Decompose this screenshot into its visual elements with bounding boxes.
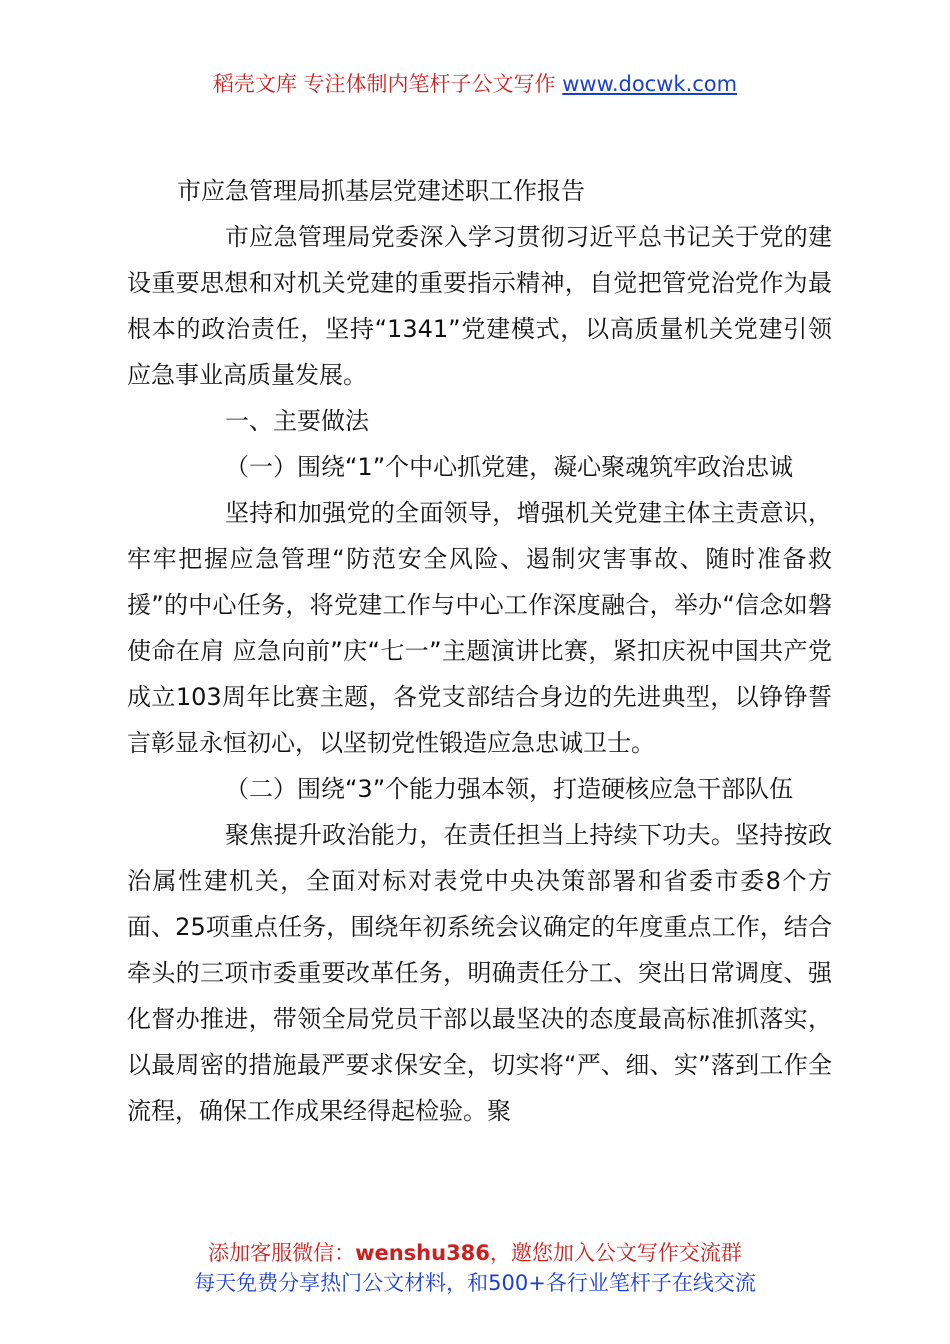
header-link[interactable]: www.docwk.com <box>562 72 738 96</box>
document-title: 市应急管理局抓基层党建述职工作报告 <box>177 177 585 205</box>
footer-promo-line: 每天免费分享热门公文材料，和500+各行业笔杆子在线交流 <box>194 1271 756 1295</box>
intro-paragraph: 市应急管理局党委深入学习贯彻习近平总书记关于党的建设重要思想和对机关党建的重要指示精神，自觉把管党治党作为最根本的政治责任，坚持“1341”党建模式，以高质量机关党建引领应急事业高质量发展。 <box>127 223 832 389</box>
page-footer <box>0 1238 950 1298</box>
subsection-heading-2: （二）围绕“3”个能力强本领，打造硬核应急干部队伍 <box>225 775 794 803</box>
footer-contact-line <box>0 1238 950 1268</box>
body-paragraph-2: 聚焦提升政治能力，在责任担当上持续下功夫。坚持按政治属性建机关，全面对标对表党中央决策部署和省委市委8个方面、25项重点任务，围绕年初系统会议确定的年度重点工作，结合牵头的三项市委重要改革任务，明确责任分工、突出日常调度、强化督办推进，带领全局党员干部以最坚决的态度最高标准抓落实，以最周密的措施最严要求保安全，切实将“严、细、实”落到工作全流程，确保工作成果经得起检验。聚 <box>127 821 832 1125</box>
subsection-heading-1: （一）围绕“1”个中心抓党建，凝心聚魂筑牢政治忠诚 <box>225 453 794 481</box>
footer-contact-prefix: 添加客服微信： <box>208 1241 356 1265</box>
header-slogan: 稻壳文库 专注体制内笔杆子公文写作 <box>212 72 563 96</box>
footer-wechat-id: wenshu386 <box>355 1241 490 1265</box>
page-header <box>0 68 950 98</box>
section-heading: 一、主要做法 <box>225 407 369 435</box>
document-body <box>127 168 832 1134</box>
footer-contact-suffix: ，邀您加入公文写作交流群 <box>489 1241 742 1265</box>
body-paragraph-1: 坚持和加强党的全面领导，增强机关党建主体主责意识，牢牢把握应急管理“防范安全风险、遏制灾害事故、随时准备救援”的中心任务，将党建工作与中心工作深度融合，举办“信念如磐 使命在肩 应急向前”庆“七一”主题演讲比赛，紧扣庆祝中国共产党成立103周年比赛主题，各党支部结合身边的先进典型，以铮铮誓言彰显永恒初心，以坚韧党性锻造应急忠诚卫士。 <box>127 499 832 757</box>
